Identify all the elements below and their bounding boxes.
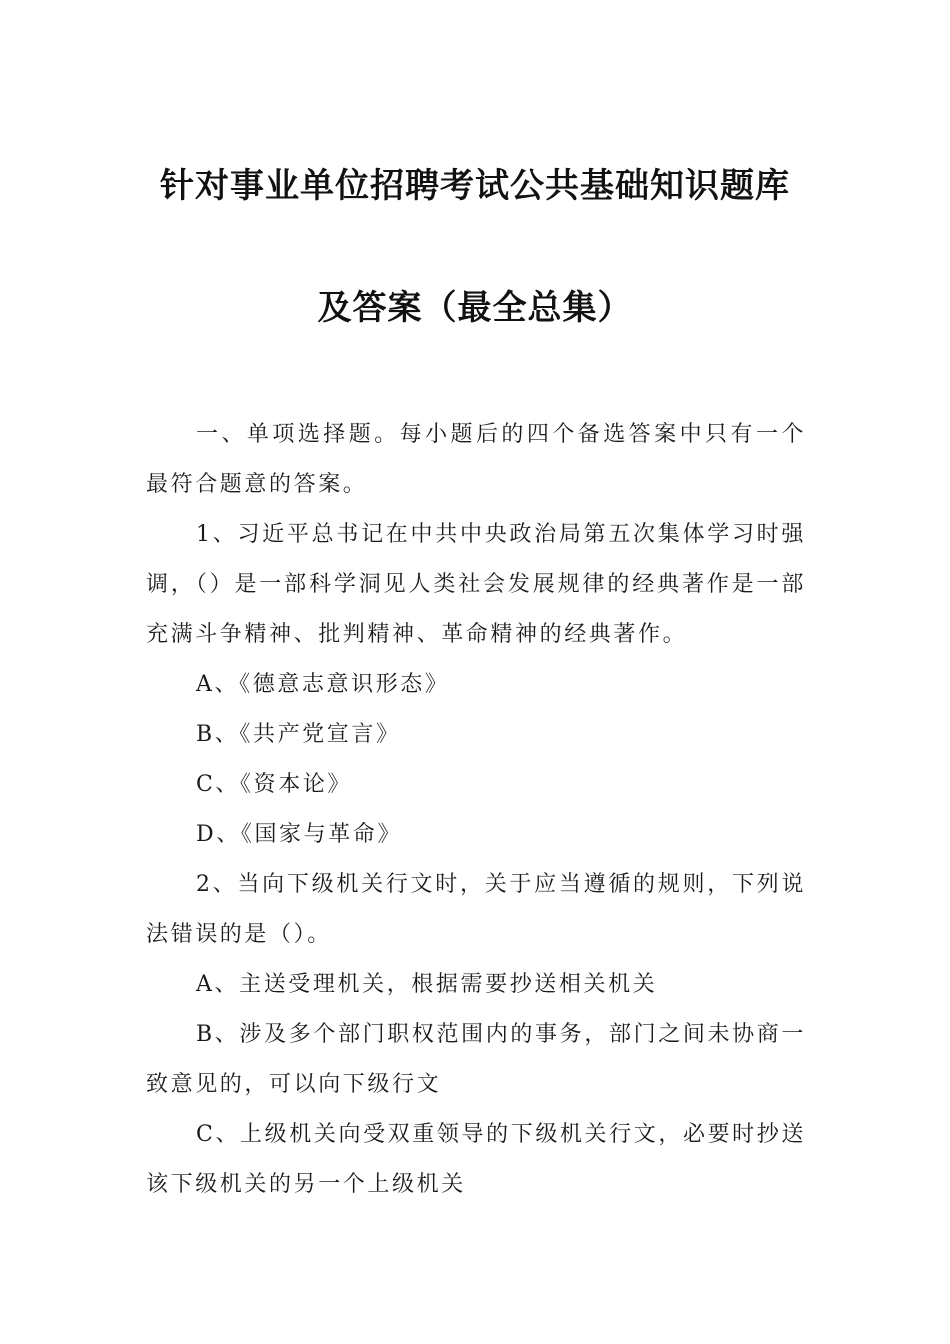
- question-1-option-d: D、《国家与革命》: [196, 822, 403, 847]
- question-2-stem: 2、当向下级机关行文时，关于应当遵循的规则，下列说法错误的是（）。: [146, 872, 806, 947]
- section-intro: 一、单项选择题。每小题后的四个备选答案中只有一个最符合题意的答案。: [146, 422, 806, 497]
- question-1-stem: 1、习近平总书记在中共中央政治局第五次集体学习时强调，（）是一部科学洞见人类社会发展规律的经典著作是一部充满斗争精神、批判精神、革命精神的经典著作。: [146, 522, 806, 647]
- question-1-option-a: A、《德意志意识形态》: [196, 672, 450, 697]
- document-body: [146, 410, 806, 1210]
- question-2-option-a: A、主送受理机关，根据需要抄送相关机关: [196, 972, 658, 997]
- document-title-line-1: 针对事业单位招聘考试公共基础知识题库: [160, 166, 790, 206]
- question-2-option-b: B、涉及多个部门职权范围内的事务，部门之间未协商一致意见的，可以向下级行文: [146, 1022, 806, 1097]
- document-title-line-2: 及答案（最全总集）: [317, 288, 633, 328]
- question-1-option-b: B、《共产党宣言》: [196, 722, 401, 747]
- question-1-option-c: C、《资本论》: [196, 772, 353, 797]
- question-2-option-c: C、上级机关向受双重领导的下级机关行文，必要时抄送该下级机关的另一个上级机关: [146, 1122, 806, 1197]
